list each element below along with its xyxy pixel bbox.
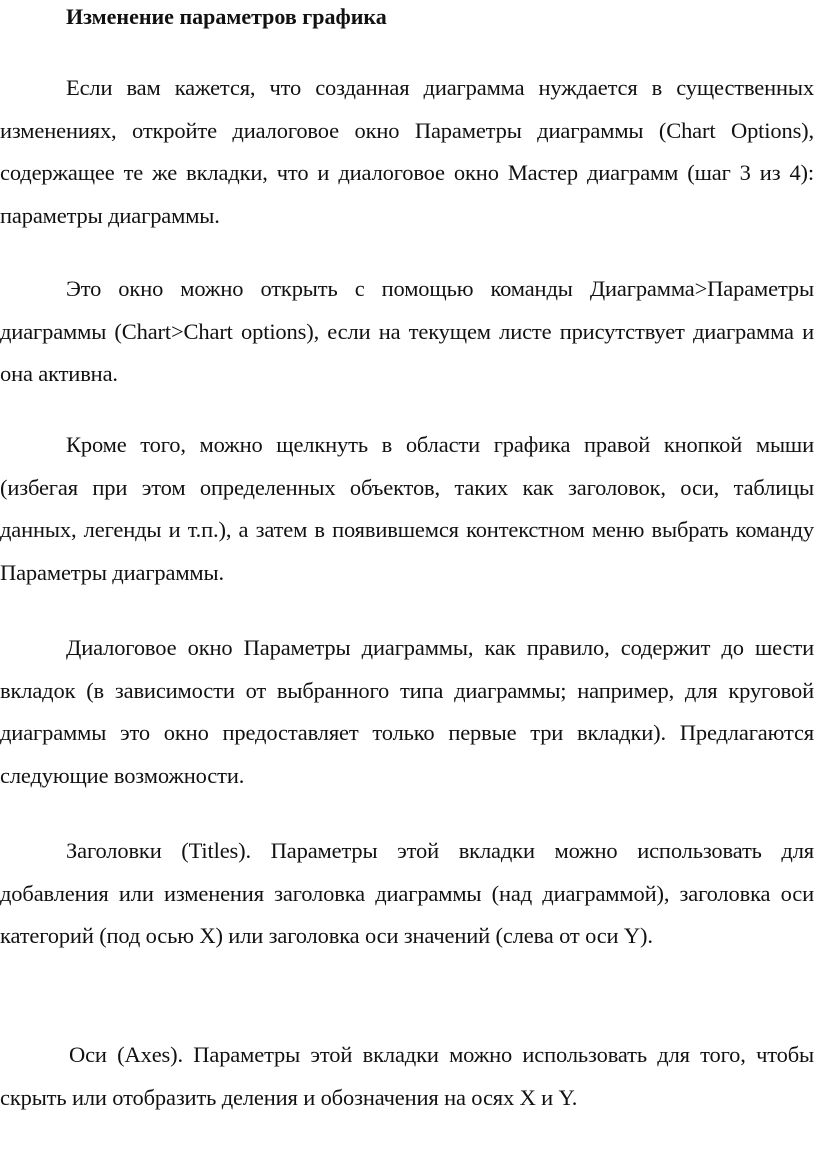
- paragraph-axes-tab: Оси (Axes). Параметры этой вкладки можно использовать для того, чтобы скрыть или отобразить деления и обозначения на осях X и Y.: [0, 1042, 814, 1110]
- paragraph-titles-tab: Заголовки (Titles). Параметры этой вкладки можно использовать для добавления или изменения заголовка диаграммы (над диаграммой), заголовка оси категорий (под осью X) или заголовка оси значений (слева от оси Y).: [0, 838, 814, 948]
- paragraph-open-via-menu: Это окно можно открыть с помощью команды Диаграмма>Параметры диаграммы (Chart>Chart options), если на текущем листе присутствует диаграмма и она активна.: [0, 276, 814, 386]
- document-title: Изменение параметров графика: [66, 4, 387, 29]
- paragraph-dialog-tabs: Диалоговое окно Параметры диаграммы, как правило, содержит до шести вкладок (в зависимости от выбранного типа диаграммы; например, для круговой диаграммы это окно предоставляет только первые три вкладки). Предлагаются следующие возможности.: [0, 635, 814, 788]
- paragraph-open-via-context-menu: Кроме того, можно щелкнуть в области графика правой кнопкой мыши (избегая при этом определенных объектов, таких как заголовок, оси, таблицы данных, легенды и т.п.), а затем в появившемся контекстном меню выбрать команду Параметры диаграммы.: [0, 432, 814, 585]
- paragraph-chart-options-intro: Если вам кажется, что созданная диаграмма нуждается в существенных изменениях, откройте диалоговое окно Параметры диаграммы (Chart Options), содержащее те же вкладки, что и диалоговое окно Мастер диаграмм (шаг 3 из 4): параметры диаграммы.: [0, 75, 814, 228]
